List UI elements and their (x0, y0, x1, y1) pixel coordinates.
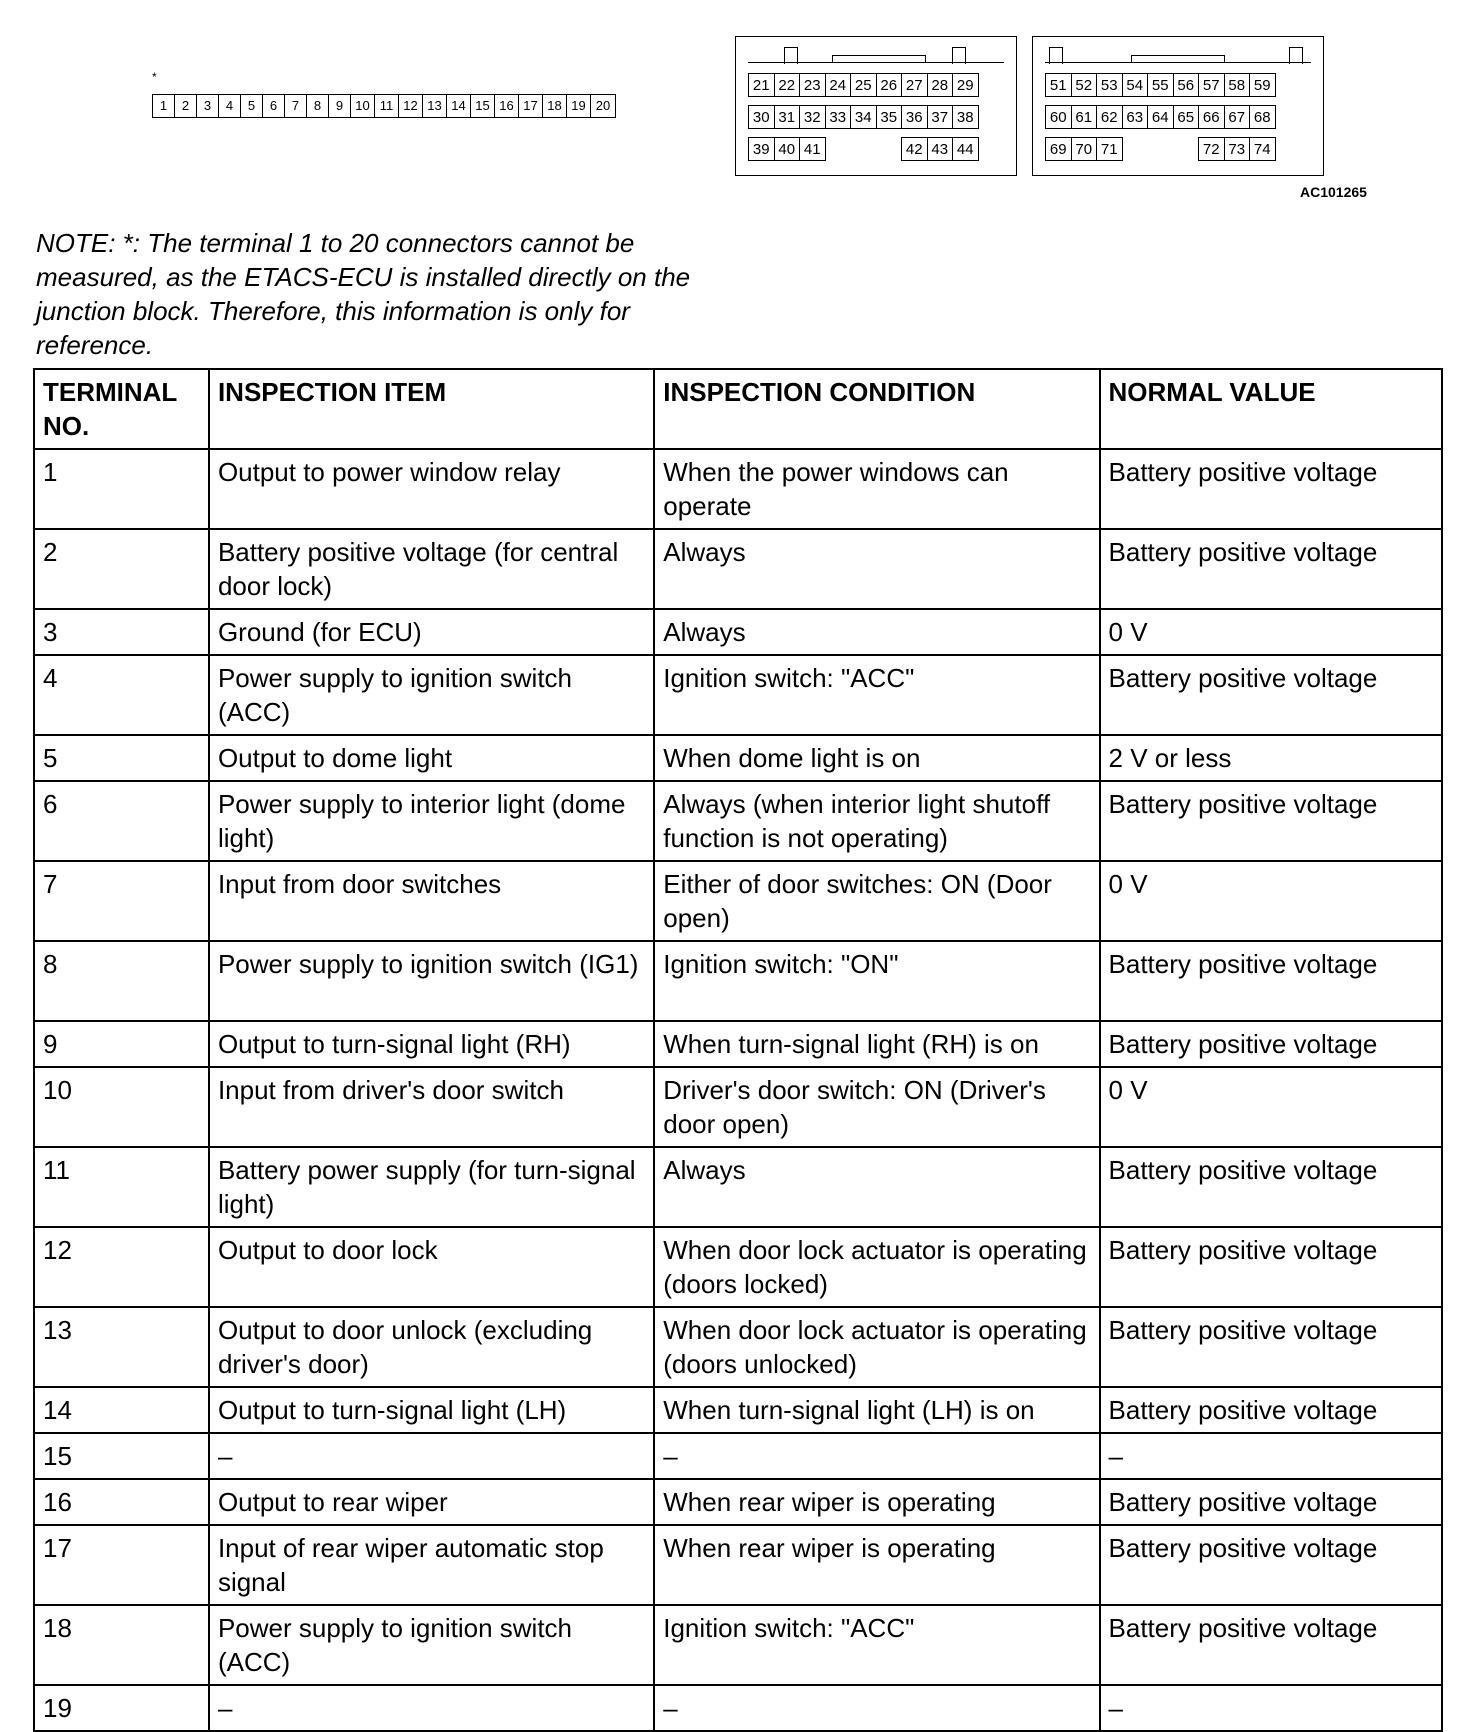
connector-pin: 74 (1249, 137, 1276, 161)
connector-pin (825, 137, 852, 161)
asterisk-mark: * (152, 70, 157, 84)
connector-pin: 32 (799, 105, 826, 129)
inspection-item-cell: – (209, 1685, 654, 1731)
inspection-condition-cell: When rear wiper is operating (654, 1525, 1099, 1605)
table-row (34, 1021, 1442, 1067)
inspection-condition-cell: Either of door switches: ON (Door open) (654, 861, 1099, 941)
connector-pin: 16 (495, 95, 519, 117)
table-row (34, 1433, 1442, 1479)
connector-pin: 70 (1071, 137, 1098, 161)
inspection-item-cell: Power supply to ignition switch (ACC) (209, 1605, 654, 1685)
inspection-item-cell: Output to turn-signal light (RH) (209, 1021, 654, 1067)
inspection-item-cell: Output to power window relay (209, 449, 654, 529)
connector-pin: 1 (153, 95, 175, 117)
terminal-no-cell: 1 (34, 449, 209, 529)
connector-pin: 57 (1198, 73, 1225, 97)
normal-value-cell: Battery positive voltage (1100, 1525, 1442, 1605)
terminal-no-cell: 15 (34, 1433, 209, 1479)
connector-pin: 15 (471, 95, 495, 117)
terminal-no-cell: 18 (34, 1605, 209, 1685)
inspection-item-cell: Input of rear wiper automatic stop signal (209, 1525, 654, 1605)
terminal-no-cell: 13 (34, 1307, 209, 1387)
connector-51-74-grid (1045, 73, 1275, 169)
connector-pin: 44 (952, 137, 979, 161)
terminal-no-cell: 2 (34, 529, 209, 609)
connector-rail (1045, 62, 1311, 63)
terminal-no-cell: 4 (34, 655, 209, 735)
connector-pin: 39 (748, 137, 775, 161)
connector-pin: 59 (1249, 73, 1276, 97)
table-row (34, 735, 1442, 781)
connector-pin (1173, 137, 1200, 161)
terminal-no-cell: 3 (34, 609, 209, 655)
table-row (34, 1387, 1442, 1433)
connector-pin: 4 (219, 95, 241, 117)
terminal-no-cell: 5 (34, 735, 209, 781)
normal-value-cell: – (1100, 1685, 1442, 1731)
inspection-condition-cell: – (654, 1685, 1099, 1731)
connector-pin: 24 (825, 73, 852, 97)
normal-value-cell: 0 V (1100, 861, 1442, 941)
connector-pin: 18 (543, 95, 567, 117)
inspection-condition-cell: Always (654, 529, 1099, 609)
inspection-item-cell: Output to dome light (209, 735, 654, 781)
inspection-item-cell: Battery positive voltage (for central door lock) (209, 529, 654, 609)
normal-value-cell: Battery positive voltage (1100, 1021, 1442, 1067)
connector-pin (1122, 137, 1149, 161)
connector-pin: 33 (825, 105, 852, 129)
connector-pin: 8 (307, 95, 329, 117)
terminal-no-cell: 14 (34, 1387, 209, 1433)
connector-pin: 52 (1071, 73, 1098, 97)
normal-value-cell: Battery positive voltage (1100, 1605, 1442, 1685)
normal-value-cell: 0 V (1100, 609, 1442, 655)
inspection-condition-cell: When door lock actuator is operating (doors unlocked) (654, 1307, 1099, 1387)
connector-pin: 42 (901, 137, 928, 161)
connector-pin: 13 (423, 95, 447, 117)
connector-pin: 51 (1045, 73, 1072, 97)
inspection-condition-cell: Always (when interior light shutoff function is not operating) (654, 781, 1099, 861)
normal-value-cell: 2 V or less (1100, 735, 1442, 781)
connector-51-74 (1032, 36, 1324, 176)
connector-pin (1147, 137, 1174, 161)
connector-pin: 38 (952, 105, 979, 129)
table-row (34, 941, 1442, 1021)
terminal-no-cell: 12 (34, 1227, 209, 1307)
terminal-no-cell: 6 (34, 781, 209, 861)
connector-pin: 26 (876, 73, 903, 97)
connector-pin: 7 (285, 95, 307, 117)
table-row (34, 449, 1442, 529)
connector-row (1045, 105, 1275, 137)
connector-pin: 72 (1198, 137, 1225, 161)
connector-pin: 56 (1173, 73, 1200, 97)
connector-pin: 35 (876, 105, 903, 129)
inspection-condition-cell: Ignition switch: "ON" (654, 941, 1099, 1021)
inspection-item-cell: Power supply to ignition switch (IG1) (209, 941, 654, 1021)
inspection-item-cell: – (209, 1433, 654, 1479)
connector-pin: 10 (351, 95, 375, 117)
table-row (34, 1307, 1442, 1387)
connector-row (748, 105, 978, 137)
connector-pin: 23 (799, 73, 826, 97)
normal-value-cell: Battery positive voltage (1100, 449, 1442, 529)
connector-pin: 34 (850, 105, 877, 129)
connector-rail (748, 62, 1004, 63)
inspection-condition-cell: Always (654, 1147, 1099, 1227)
table-row (34, 781, 1442, 861)
normal-value-cell: Battery positive voltage (1100, 781, 1442, 861)
connector-pin: 69 (1045, 137, 1072, 161)
inspection-condition-cell: Always (654, 609, 1099, 655)
connector-pin (850, 137, 877, 161)
connector-pin: 73 (1224, 137, 1251, 161)
table-row (34, 1147, 1442, 1227)
connector-pin: 17 (519, 95, 543, 117)
connector-pin: 25 (850, 73, 877, 97)
connector-pin: 28 (927, 73, 954, 97)
table-row (34, 1685, 1442, 1731)
inspection-item-cell: Output to door lock (209, 1227, 654, 1307)
connector-pin: 19 (567, 95, 591, 117)
table-row (34, 1605, 1442, 1685)
connector-pin: 2 (175, 95, 197, 117)
table-row (34, 861, 1442, 941)
connector-pin: 12 (399, 95, 423, 117)
inspection-item-cell: Ground (for ECU) (209, 609, 654, 655)
table-row (34, 609, 1442, 655)
table-row (34, 1479, 1442, 1525)
normal-value-cell: Battery positive voltage (1100, 655, 1442, 735)
connector-pin: 60 (1045, 105, 1072, 129)
normal-value-cell: Battery positive voltage (1100, 1227, 1442, 1307)
normal-value-cell: Battery positive voltage (1100, 941, 1442, 1021)
header-terminal-no: TERMINAL NO. (34, 369, 209, 449)
terminal-no-cell: 19 (34, 1685, 209, 1731)
inspection-condition-cell: When turn-signal light (RH) is on (654, 1021, 1099, 1067)
inspection-item-cell: Power supply to interior light (dome light) (209, 781, 654, 861)
connector-21-44 (735, 36, 1017, 176)
connector-pin: 3 (197, 95, 219, 117)
normal-value-cell: – (1100, 1433, 1442, 1479)
normal-value-cell: Battery positive voltage (1100, 1387, 1442, 1433)
connector-pin: 58 (1224, 73, 1251, 97)
inspection-item-cell: Output to rear wiper (209, 1479, 654, 1525)
connector-pin: 22 (774, 73, 801, 97)
inspection-condition-cell: When dome light is on (654, 735, 1099, 781)
terminal-no-cell: 16 (34, 1479, 209, 1525)
header-inspection-condition: INSPECTION CONDITION (654, 369, 1099, 449)
connector-1-20-pins (152, 94, 616, 118)
connector-pin: 21 (748, 73, 775, 97)
table-row (34, 1067, 1442, 1147)
table-row (34, 1227, 1442, 1307)
normal-value-cell: Battery positive voltage (1100, 1479, 1442, 1525)
connector-pin: 64 (1147, 105, 1174, 129)
inspection-condition-cell: Ignition switch: "ACC" (654, 1605, 1099, 1685)
connector-pin: 41 (799, 137, 826, 161)
connector-row (1045, 73, 1275, 105)
connector-pin: 5 (241, 95, 263, 117)
terminal-no-cell: 8 (34, 941, 209, 1021)
connector-row (748, 137, 978, 169)
connector-pin: 40 (774, 137, 801, 161)
connector-pin: 54 (1122, 73, 1149, 97)
terminal-no-cell: 9 (34, 1021, 209, 1067)
terminal-no-cell: 10 (34, 1067, 209, 1147)
connector-pin: 62 (1096, 105, 1123, 129)
connector-pin: 43 (927, 137, 954, 161)
inspection-item-cell: Battery power supply (for turn-signal light) (209, 1147, 654, 1227)
terminal-inspection-table (33, 368, 1443, 1732)
connector-pin: 9 (329, 95, 351, 117)
connector-row (1045, 137, 1275, 169)
inspection-condition-cell: When the power windows can operate (654, 449, 1099, 529)
connector-pin: 53 (1096, 73, 1123, 97)
inspection-condition-cell: When turn-signal light (LH) is on (654, 1387, 1099, 1433)
connector-pin: 29 (952, 73, 979, 97)
connector-key (1131, 55, 1225, 62)
inspection-condition-cell: Driver's door switch: ON (Driver's door open) (654, 1067, 1099, 1147)
connector-key (832, 55, 926, 62)
inspection-item-cell: Power supply to ignition switch (ACC) (209, 655, 654, 735)
connector-pin: 66 (1198, 105, 1225, 129)
connector-pin: 37 (927, 105, 954, 129)
inspection-condition-cell: When rear wiper is operating (654, 1479, 1099, 1525)
table-row (34, 655, 1442, 735)
header-normal-value: NORMAL VALUE (1100, 369, 1442, 449)
connector-pin: 11 (375, 95, 399, 117)
inspection-item-cell: Input from door switches (209, 861, 654, 941)
connector-row (748, 73, 978, 105)
inspection-condition-cell: Ignition switch: "ACC" (654, 655, 1099, 735)
connector-pin: 30 (748, 105, 775, 129)
inspection-condition-cell: – (654, 1433, 1099, 1479)
connector-pin: 67 (1224, 105, 1251, 129)
connector-pin: 31 (774, 105, 801, 129)
table-header-row (34, 369, 1442, 449)
figure-id: AC101265 (1300, 184, 1367, 200)
connector-21-44-grid (748, 73, 978, 169)
normal-value-cell: Battery positive voltage (1100, 1147, 1442, 1227)
inspection-item-cell: Output to turn-signal light (LH) (209, 1387, 654, 1433)
connector-pin: 65 (1173, 105, 1200, 129)
connector-pin: 20 (595, 98, 611, 113)
table-row (34, 1525, 1442, 1605)
normal-value-cell: 0 V (1100, 1067, 1442, 1147)
connector-pin: 55 (1147, 73, 1174, 97)
connector-pin: 6 (263, 95, 285, 117)
connector-pin: 36 (901, 105, 928, 129)
connector-pin: 27 (901, 73, 928, 97)
header-inspection-item: INSPECTION ITEM (209, 369, 654, 449)
inspection-item-cell: Output to door unlock (excluding driver's door) (209, 1307, 654, 1387)
inspection-item-cell: Input from driver's door switch (209, 1067, 654, 1147)
terminal-no-cell: 11 (34, 1147, 209, 1227)
connector-pin: 61 (1071, 105, 1098, 129)
connector-pin: 68 (1249, 105, 1276, 129)
reference-note: NOTE: *: The terminal 1 to 20 connectors cannot be measured, as the ETACS-ECU is installed directly on the junction block. Therefore, this information is only for reference. (36, 228, 691, 360)
connector-pin: 63 (1122, 105, 1149, 129)
normal-value-cell: Battery positive voltage (1100, 1307, 1442, 1387)
terminal-no-cell: 17 (34, 1525, 209, 1605)
connector-pin (876, 137, 903, 161)
terminal-no-cell: 7 (34, 861, 209, 941)
connector-pin: 71 (1096, 137, 1123, 161)
table-row (34, 529, 1442, 609)
connector-pin: 14 (447, 95, 471, 117)
inspection-condition-cell: When door lock actuator is operating (doors locked) (654, 1227, 1099, 1307)
normal-value-cell: Battery positive voltage (1100, 529, 1442, 609)
